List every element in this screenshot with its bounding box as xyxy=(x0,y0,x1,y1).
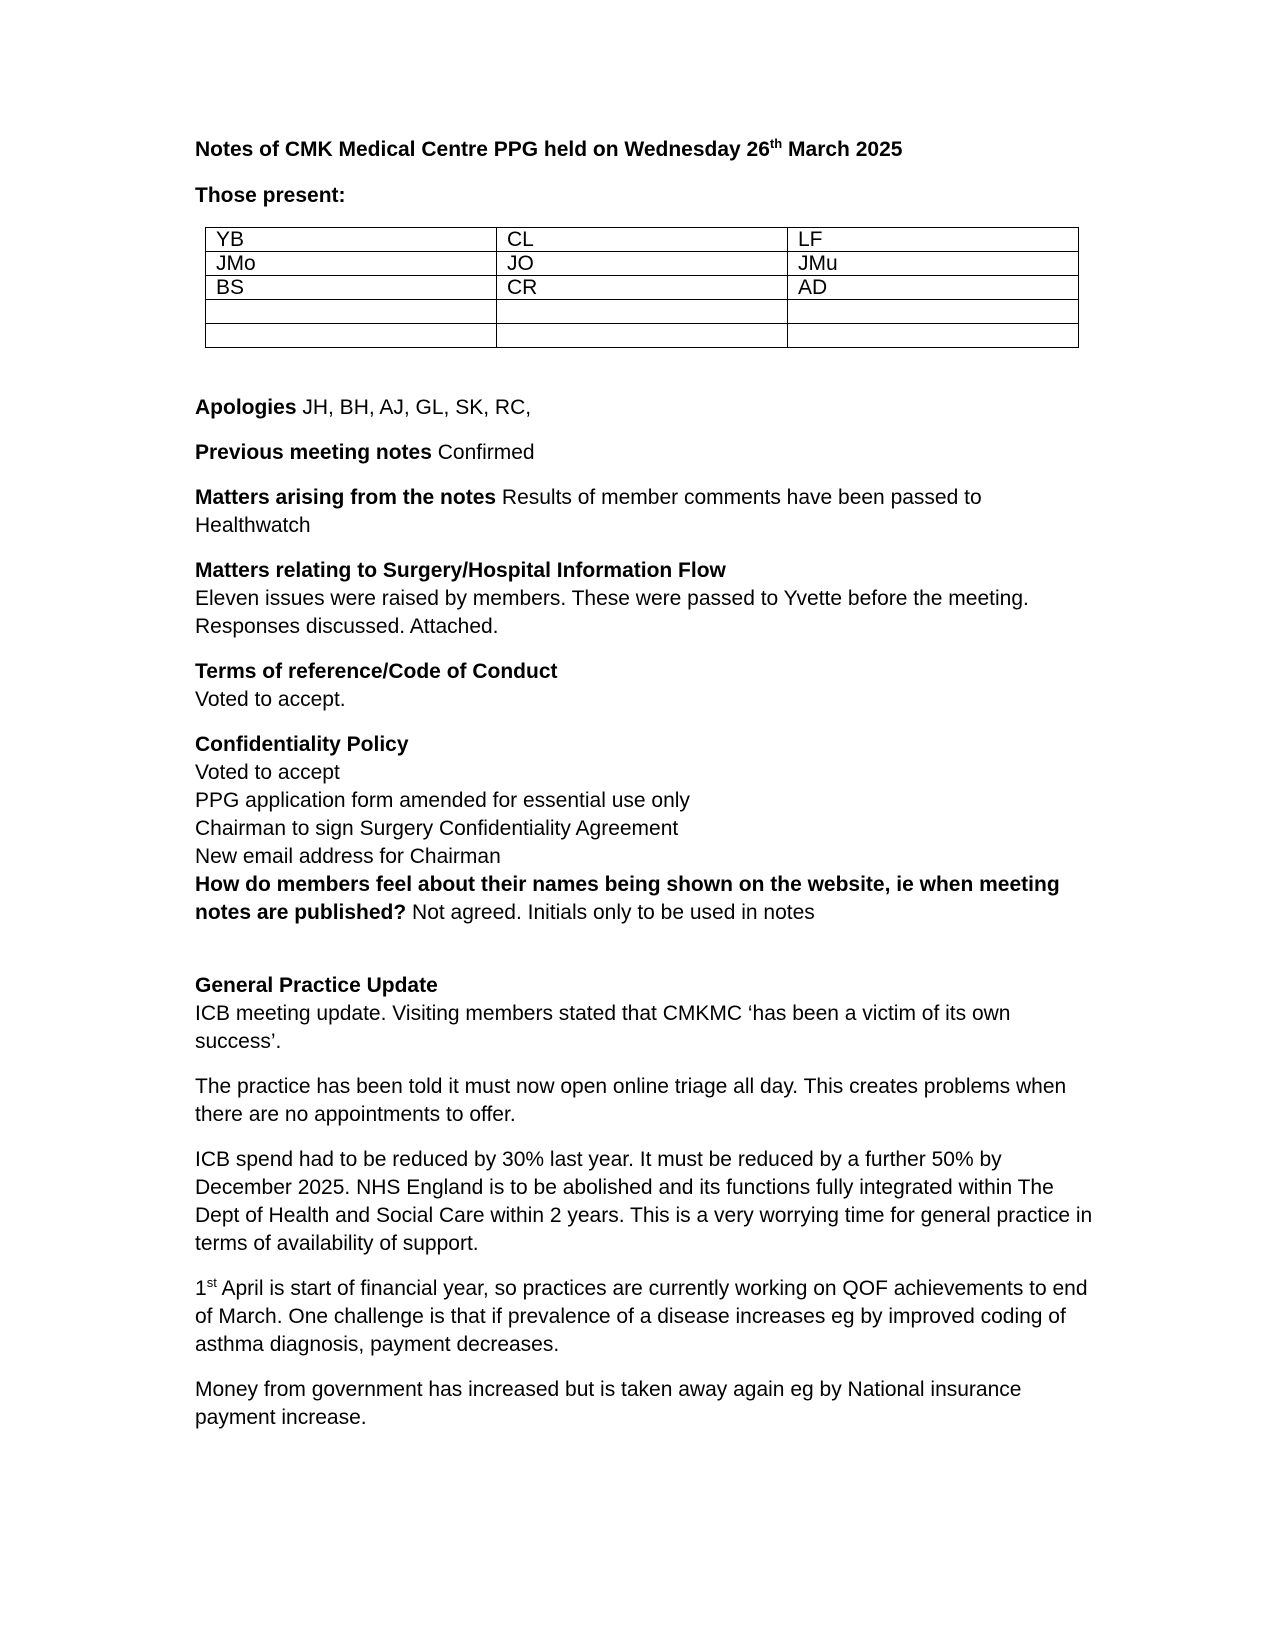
table-cell xyxy=(206,300,497,324)
title-superscript: th xyxy=(769,136,783,151)
previous-notes-label: Previous meeting notes xyxy=(195,441,432,464)
general-practice-paragraph: ICB spend had to be reduced by 30% last year. It must be reduced by a further 50% by December 2025. NHS England is to be abolished and its functions fully integrated within The Dept of Health and Social Care within 2 years. This is a very worrying time for general practice in terms of availability of support. xyxy=(195,1148,1093,1255)
apologies-text: JH, BH, AJ, GL, SK, RC, xyxy=(296,396,532,419)
matters-arising-text: Results of member comments have been passed to Healthwatch xyxy=(195,486,982,537)
table-row xyxy=(206,252,1079,276)
date-superscript: st xyxy=(206,1275,217,1290)
information-flow-section xyxy=(195,557,1095,641)
table-row xyxy=(206,276,1079,300)
confidentiality-line: New email address for Chairman xyxy=(195,845,501,868)
matters-arising-label: Matters arising from the notes xyxy=(195,486,497,509)
date-prefix: 1 xyxy=(195,1277,207,1300)
general-practice-heading: General Practice Update xyxy=(195,974,438,997)
table-row xyxy=(206,300,1079,324)
table-cell: CR xyxy=(497,276,788,300)
present-heading: Those present: xyxy=(195,184,346,207)
general-practice-paragraph xyxy=(195,1275,1095,1359)
table-cell: LF xyxy=(788,228,1079,252)
general-practice-paragraph: Money from government has increased but is taken away again eg by National insurance payment increase. xyxy=(195,1378,1022,1429)
confidentiality-line: PPG application form amended for essential use only xyxy=(195,789,690,812)
table-cell xyxy=(497,300,788,324)
confidentiality-heading: Confidentiality Policy xyxy=(195,733,409,756)
information-flow-heading: Matters relating to Surgery/Hospital Information Flow xyxy=(195,559,726,582)
terms-heading: Terms of reference/Code of Conduct xyxy=(195,660,558,683)
table-cell xyxy=(788,324,1079,348)
names-question-text: How do members feel about their names being shown on the website, ie when meeting notes are published? xyxy=(195,873,1060,924)
document-body xyxy=(195,136,1095,1449)
general-practice-paragraph: The practice has been told it must now open online triage all day. This creates problems when there are no appointments to offer. xyxy=(195,1075,1067,1126)
terms-section xyxy=(195,658,1095,714)
terms-text: Voted to accept. xyxy=(195,688,346,711)
apologies-label: Apologies xyxy=(195,396,297,419)
table-cell: JMo xyxy=(206,252,497,276)
previous-notes-text: Confirmed xyxy=(431,441,535,464)
table-row xyxy=(206,324,1079,348)
table-cell xyxy=(788,300,1079,324)
information-flow-text: Eleven issues were raised by members. These were passed to Yvette before the meeting. Responses discussed. Attached. xyxy=(195,587,1029,638)
paragraph-text: April is start of financial year, so practices are currently working on QOF achievements to end of March. One challenge is that if prevalence of a disease increases eg by improved coding of asthma diagnosis, payment decreases. xyxy=(195,1277,1088,1356)
table-row xyxy=(206,228,1079,252)
table-cell: JO xyxy=(497,252,788,276)
matters-arising-section xyxy=(195,484,1095,540)
general-practice-paragraph: ICB meeting update. Visiting members stated that CMKMC ‘has been a victim of its own success’. xyxy=(195,1002,1011,1053)
title-suffix: March 2025 xyxy=(782,138,903,161)
table-cell: CL xyxy=(497,228,788,252)
table-cell: JMu xyxy=(788,252,1079,276)
general-practice-section xyxy=(195,972,1095,1056)
names-question xyxy=(195,871,1095,927)
confidentiality-section xyxy=(195,731,1095,927)
page-title xyxy=(195,136,1095,164)
previous-notes-section xyxy=(195,439,1095,467)
names-question-answer: Not agreed. Initials only to be used in notes xyxy=(406,901,815,924)
table-cell: BS xyxy=(206,276,497,300)
table-cell xyxy=(206,324,497,348)
title-prefix: Notes of CMK Medical Centre PPG held on Wednesday 26 xyxy=(195,138,770,161)
table-cell: YB xyxy=(206,228,497,252)
apologies-section xyxy=(195,394,1095,422)
attendance-table xyxy=(205,227,1079,348)
table-cell: AD xyxy=(788,276,1079,300)
table-cell xyxy=(497,324,788,348)
confidentiality-line: Voted to accept xyxy=(195,761,340,784)
confidentiality-line: Chairman to sign Surgery Confidentiality Agreement xyxy=(195,817,679,840)
